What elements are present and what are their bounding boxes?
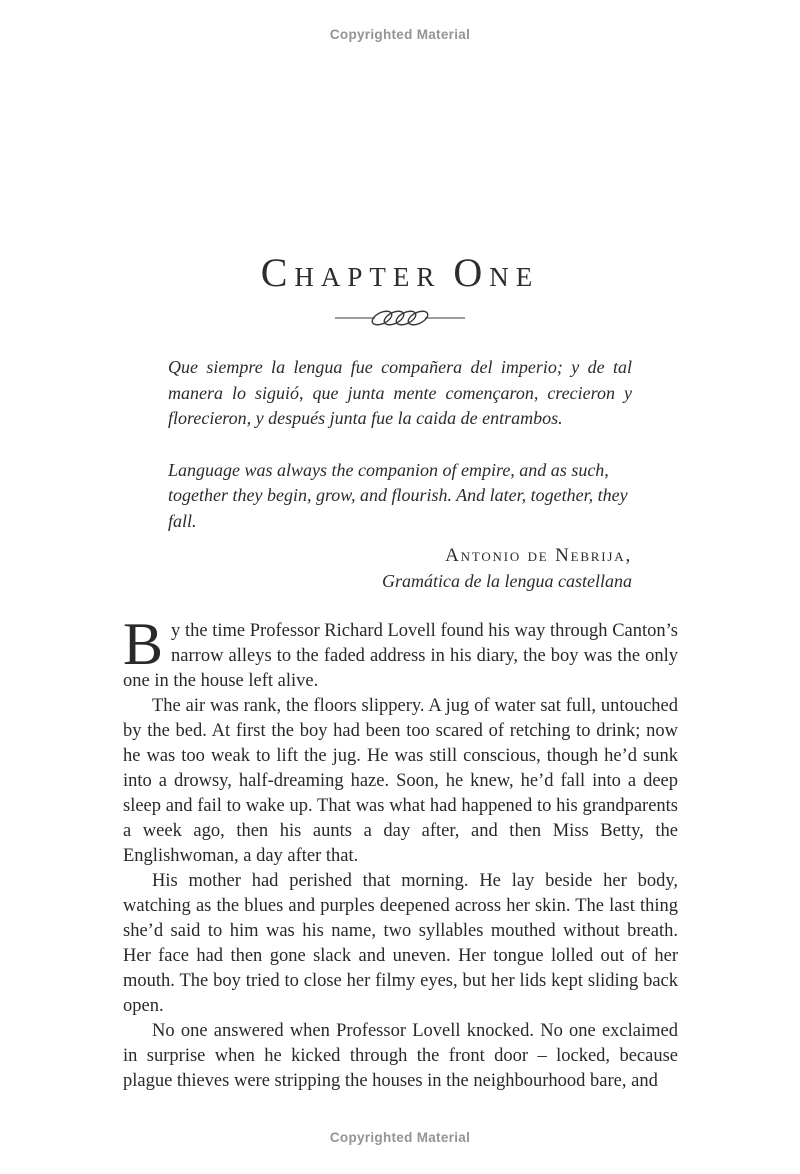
paragraph-2: The air was rank, the floors slippery. A jug of water sat full, untouched by the bed. At first the boy had been too scared of retching to drink; now he was too weak to lift the jug. He was still conscious, though he’d sunk into a drowsy, half-dreaming haze. Soon, he knew, he’d fall into a deep sleep and fail to wake up. That was what had happened to his grandparents a week ago, then his aunts a day after, and then Miss Betty, the Englishwoman, a day after that. <box>123 696 678 866</box>
chapter-title-word1-initial: C <box>260 250 295 295</box>
drop-cap: B <box>123 611 164 677</box>
chapter-title-word <box>453 250 540 295</box>
copyright-notice-bottom: Copyrighted Material <box>329 1130 471 1145</box>
paragraph-1 <box>123 611 678 694</box>
epigraph-block <box>168 355 632 594</box>
copyright-notice-top: Copyrighted Material <box>329 27 471 42</box>
chapter-title <box>0 0 800 299</box>
paragraph-1-text: y the time Professor Richard Lovell found his way through Canton’s narrow alleys to the faded address in his diary, the boy was the only one in the house left alive. <box>123 621 678 691</box>
rope-ornament-icon <box>0 308 800 328</box>
epigraph-attribution-work: Gramática de la lengua castellana <box>382 570 632 591</box>
chapter-title-word2-rest: NE <box>489 262 540 292</box>
paragraph-3: His mother had perished that morning. He lay beside her body, watching as the blues and purples deepened across her skin. The last thing she’d said to him was his name, two syllables mouthed without breath. Her face had then gone slack and uneven. Her tongue lolled out of her mouth. The boy tried to close her filmy eyes, but her lids kept sliding back open. <box>123 871 678 1016</box>
chapter-title-word1-rest: HAPTER <box>294 262 442 292</box>
body-text <box>123 611 678 1094</box>
paragraph-4: No one answered when Professor Lovell knocked. No one exclaimed in surprise when he kicked through the front door – locked, because plague thieves were stripping the houses in the neighbourhood bare, and <box>123 1021 678 1091</box>
epigraph-english-translation: Language was always the companion of empire, and as such, together they begin, grow, and flourish. And later, together, they fall. <box>168 459 628 531</box>
chapter-title-word <box>260 250 442 295</box>
chapter-title-word2-initial: O <box>453 250 490 295</box>
epigraph-attribution-author: Antonio de Nebrija, <box>445 545 632 566</box>
epigraph-spanish: Que siempre la lengua fue compañera del imperio; y de tal manera lo siguió, que junta mente començaron, crecieron y florecieron, y después junta fue la caida de entrambos. <box>168 357 632 428</box>
